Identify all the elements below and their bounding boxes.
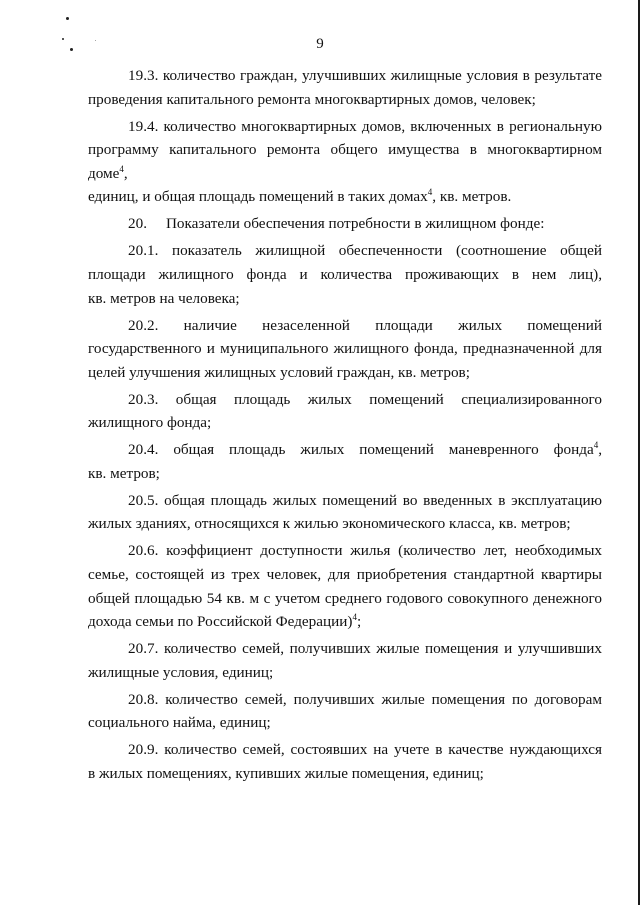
paragraph-20-3	[88, 388, 602, 435]
text-line: 19.4. количество многоквартирных домов, включенных в региональную	[128, 117, 602, 135]
text-line: государственного и муниципального жилищного фонда, предназначенной для	[88, 340, 602, 358]
paragraph-20-heading	[88, 212, 602, 236]
text-line: 20.4. общая площадь жилых помещений маневренного фонда$^4$,	[128, 440, 602, 459]
document-body	[88, 64, 602, 789]
text-line: в жилых помещениях, купивших жилые помещения, единиц;	[88, 764, 484, 782]
text-fragment: ;	[356, 613, 362, 631]
paragraph-20-4	[88, 438, 602, 485]
paragraph-20-9	[88, 738, 602, 785]
text-line: 20.7. количество семей, получивших жилые помещения и улучшивших	[128, 640, 602, 658]
text-line: целей улучшения жилищных условий граждан, кв. метров;	[88, 363, 470, 381]
footnote-reference: 4	[593, 440, 599, 451]
paragraph-20-1	[88, 239, 602, 310]
text-line: жилищные условия, единиц;	[88, 663, 274, 681]
paragraph-20-5	[88, 489, 602, 536]
text-line: площади жилищного фонда и количества проживающих в нем лиц),	[88, 265, 602, 283]
text-fragment: дохода семьи по Российской Федерации)	[88, 613, 353, 631]
text-line: 19.3. количество граждан, улучшивших жилищные условия в результате	[128, 67, 602, 84]
text-line: 20.3. общая площадь жилых помещений специализированного	[128, 390, 602, 408]
text-line: 20.6. коэффициент доступности жилья (количество лет, необходимых	[128, 542, 602, 560]
paragraph-19-4	[88, 115, 602, 209]
text-line: жилищного фонда;	[88, 414, 212, 432]
text-fragment: , кв. метров.	[432, 188, 512, 206]
text-line: 20. Показатели обеспечения потребности в жилищном фонде:	[128, 215, 545, 233]
paragraph-20-8	[88, 688, 602, 735]
text-fragment: единиц, и общая площадь помещений в таких домах	[88, 188, 428, 206]
paragraph-20-2	[88, 314, 602, 385]
paragraph-20-6	[88, 539, 602, 633]
footnote-reference: 4	[352, 612, 357, 623]
footnote-reference: 4	[427, 187, 433, 198]
text-line: кв. метров на человека;	[88, 289, 240, 307]
text-line: 20.9. количество семей, состоявших на учете в качестве нуждающихся	[128, 741, 602, 759]
page-number: 9	[316, 36, 324, 52]
text-line: 20.2. наличие незаселенной площади жилых помещений	[128, 316, 602, 334]
text-line: 20.1. показатель жилищной обеспеченности (соотношение общей	[128, 242, 602, 260]
text-line: программу капитального ремонта общего имущества в многоквартирном доме$^4$,	[88, 141, 602, 182]
text-line: кв. метров;	[88, 464, 160, 482]
paragraph-20-7	[88, 637, 602, 684]
text-line: семье, состоящей из трех человек, для приобретения стандартной квартиры	[88, 566, 602, 583]
text-line: жилых зданиях, относящихся к жилью экономического класса, кв. метров;	[88, 515, 571, 533]
text-fragment: программу капитального ремонта общего имущества в многоквартирном доме	[88, 141, 602, 182]
paragraph-19-3	[88, 64, 602, 111]
scan-artifact	[66, 17, 69, 20]
text-line: 20.5. общая площадь жилых помещений во введенных в эксплуатацию	[128, 491, 602, 509]
text-line	[88, 185, 602, 209]
text-fragment: 20.4. общая площадь жилых помещений маневренного фонда	[128, 441, 594, 459]
text-line	[88, 610, 602, 634]
text-line: 20.8. количество семей, получивших жилые помещения по договорам	[128, 690, 602, 708]
text-line: социального найма, единиц;	[88, 714, 271, 732]
text-line: общей площадью 54 кв. м с учетом среднего годового совокупного денежного	[88, 589, 602, 607]
text-line: проведения капитального ремонта многоквартирных домов, человек;	[88, 90, 536, 108]
footnote-reference: 4	[119, 163, 124, 174]
